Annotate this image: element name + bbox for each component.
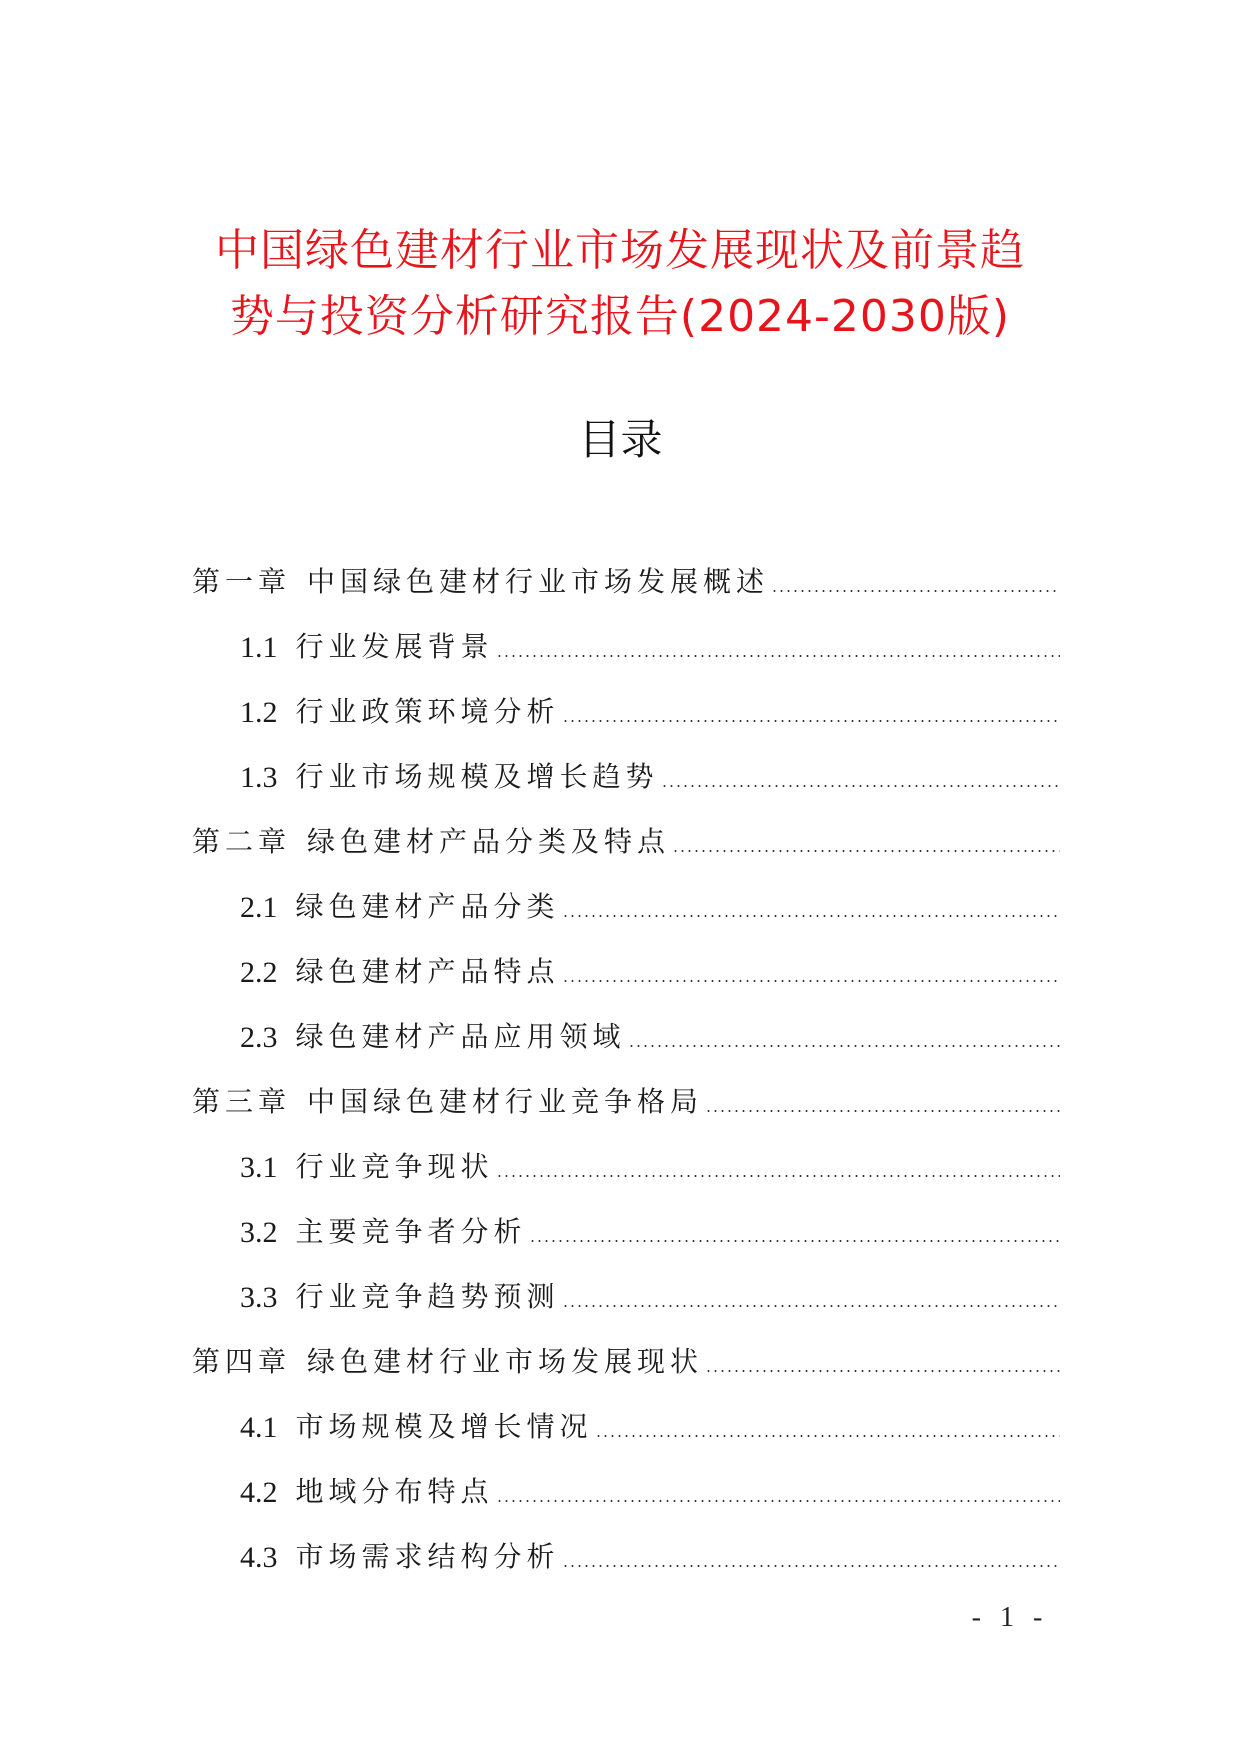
toc-chapter-entry[interactable] (192, 1315, 1060, 1380)
toc-section-entry[interactable] (192, 1380, 1060, 1445)
toc-section-entry[interactable] (192, 730, 1060, 795)
toc-entry-label: 绿色建材产品分类 (295, 890, 560, 923)
toc-entry-number: 2.1 (240, 891, 278, 924)
toc-dot-leader (496, 1500, 1060, 1502)
toc-section-entry[interactable] (192, 925, 1060, 990)
toc-entry-label: 行业发展背景 (295, 630, 494, 663)
toc-entry-label: 行业竞争现状 (295, 1150, 494, 1183)
toc-entry-number: 第三章 (192, 1085, 292, 1118)
toc-entry-number: 第四章 (192, 1345, 292, 1378)
toc-entry-number: 3.2 (240, 1216, 278, 1249)
toc-section-entry[interactable] (192, 860, 1060, 925)
toc-entry-number: 3.3 (240, 1281, 278, 1314)
toc-dot-leader (672, 850, 1060, 852)
toc-dot-leader (661, 785, 1060, 787)
toc-dot-leader (595, 1435, 1060, 1437)
toc-entry-label: 中国绿色建材行业市场发展概述 (307, 565, 770, 598)
toc-chapter-entry[interactable] (192, 795, 1060, 860)
toc-dot-leader (562, 980, 1060, 982)
toc-section-entry[interactable] (192, 1445, 1060, 1510)
toc-entry-label: 绿色建材行业市场发展现状 (307, 1345, 704, 1378)
toc-entry-label: 行业竞争趋势预测 (295, 1280, 560, 1313)
toc-section-entry[interactable] (192, 600, 1060, 665)
toc-section-entry[interactable] (192, 990, 1060, 1055)
document-title (120, 218, 1120, 350)
toc-entry-label: 市场需求结构分析 (295, 1540, 560, 1573)
toc-entry-number: 4.1 (240, 1411, 278, 1444)
toc-dot-leader (496, 655, 1060, 657)
toc-entry-label: 主要竞争者分析 (295, 1215, 527, 1248)
toc-dot-leader (562, 915, 1060, 917)
toc-entry-label: 行业市场规模及增长趋势 (295, 760, 659, 793)
toc-entry-label: 中国绿色建材行业竞争格局 (307, 1085, 704, 1118)
toc-entry-number: 4.2 (240, 1476, 278, 1509)
toc-section-entry[interactable] (192, 1120, 1060, 1185)
toc-section-entry[interactable] (192, 1185, 1060, 1250)
document-title-line-2: 势与投资分析研究报告(2024-2030版) (229, 291, 1011, 342)
toc-entry-label: 地域分布特点 (295, 1475, 494, 1508)
toc-entry-number: 第二章 (192, 825, 292, 858)
toc-entry-label: 绿色建材产品分类及特点 (307, 825, 671, 858)
toc-chapter-entry[interactable] (192, 535, 1060, 600)
toc-entry-number: 1.3 (240, 761, 278, 794)
toc-entry-number: 2.2 (240, 956, 278, 989)
toc-dot-leader (562, 720, 1060, 722)
toc-section-entry[interactable] (192, 1250, 1060, 1315)
toc-entry-label: 行业政策环境分析 (295, 695, 560, 728)
toc-dot-leader (628, 1045, 1060, 1047)
toc-chapter-entry[interactable] (192, 1055, 1060, 1120)
toc-entry-number: 3.1 (240, 1151, 278, 1184)
toc-section-entry[interactable] (192, 1510, 1060, 1575)
toc-dot-leader (562, 1565, 1060, 1567)
toc-entry-label: 市场规模及增长情况 (295, 1410, 593, 1443)
toc-entry-number: 第一章 (192, 565, 292, 598)
toc-dot-leader (496, 1175, 1060, 1177)
toc-entry-label: 绿色建材产品应用领域 (295, 1020, 626, 1053)
toc-dot-leader (529, 1240, 1060, 1242)
document-title-line-1: 中国绿色建材行业市场发展现状及前景趋 (215, 225, 1025, 276)
toc-section-entry[interactable] (192, 665, 1060, 730)
toc-dot-leader (562, 1305, 1060, 1307)
toc-entry-number: 1.1 (240, 631, 278, 664)
toc-entry-number: 2.3 (240, 1021, 278, 1054)
toc-heading: 目录 (578, 415, 663, 464)
toc-dot-leader (771, 590, 1060, 592)
toc-dot-leader (705, 1110, 1060, 1112)
toc-entry-number: 1.2 (240, 696, 278, 729)
toc-entry-label: 绿色建材产品特点 (295, 955, 560, 988)
toc-dot-leader (705, 1370, 1060, 1372)
page-number: - 1 - (971, 1602, 1049, 1633)
toc-entry-number: 4.3 (240, 1541, 278, 1574)
table-of-contents (192, 535, 1060, 1575)
